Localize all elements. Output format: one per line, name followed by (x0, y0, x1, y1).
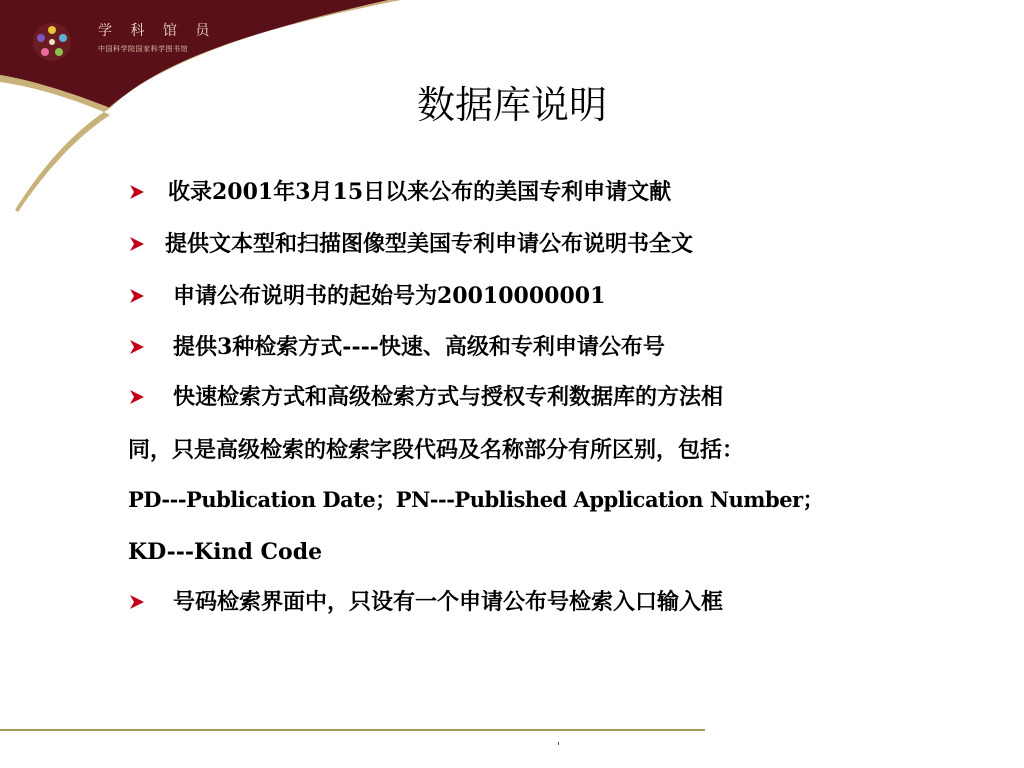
brand-name: 学 科 馆 员 (98, 23, 217, 39)
footer-divider (0, 729, 705, 731)
logo-icon (32, 22, 72, 62)
content-line: PD---Publication Date；PN---Published Application Number； (128, 487, 824, 512)
slide-title: 数据库说明 (416, 83, 607, 127)
content-line: 快速检索方式和高级检索方式与授权专利数据库的方法相 (173, 384, 724, 410)
bullet-arrow-icon (128, 383, 154, 411)
content-line: KD---Kind Code (128, 539, 323, 565)
bullet-arrow-icon (128, 230, 154, 258)
content-line: 同，只是高级检索的检索字段代码及名称部分有所区别，包括： (128, 437, 745, 463)
content-line: 号码检索界面中，只设有一个申请公布号检索入口输入框 (173, 589, 724, 615)
bullet-arrow-icon (128, 282, 154, 310)
brand-subtitle: 中国科学院国家科学图书馆 (98, 45, 188, 53)
bullet-arrow-icon (128, 333, 154, 361)
content-line: 收录2001年3月15日以来公布的美国专利申请文献 (168, 179, 672, 205)
content-line: 提供3种检索方式----快速、高级和专利申请公布号 (173, 334, 665, 360)
page-number: ' (557, 740, 561, 753)
content-line: 申请公布说明书的起始号为20010000001 (173, 283, 606, 309)
bullet-arrow-icon (128, 588, 154, 616)
content-line: 提供文本型和扫描图像型美国专利申请公布说明书全文 (165, 231, 694, 257)
bullet-arrow-icon (128, 178, 154, 206)
